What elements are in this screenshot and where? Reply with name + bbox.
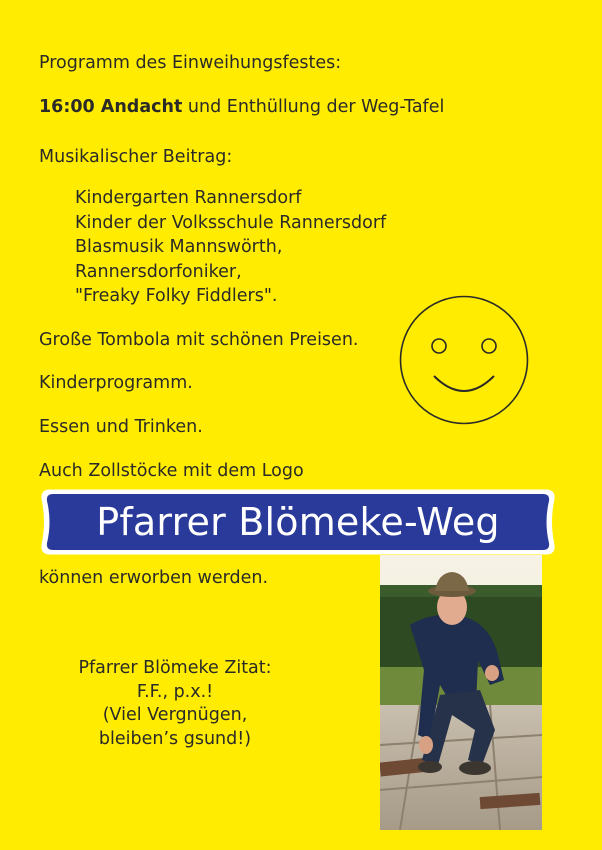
street-sign	[40, 489, 556, 555]
logo-intro-text: Auch Zollstöcke mit dem Logo	[39, 461, 304, 481]
music-item: "Freaky Folky Fiddlers".	[75, 286, 278, 306]
music-item: Kinder der Volksschule Rannersdorf	[75, 212, 387, 233]
program-heading: Programm des Einweihungsfestes:	[39, 53, 342, 73]
quote-line: bleiben’s gsund!)	[98, 728, 252, 749]
food-text: Essen und Trinken.	[39, 417, 203, 437]
time-line	[39, 96, 444, 118]
music-item: Rannersdorfoniker,	[75, 261, 242, 282]
smiley-face-icon	[398, 294, 530, 426]
purchase-text: können erworben werden.	[39, 568, 269, 588]
quote-block	[60, 657, 290, 751]
music-item: Blasmusik Mannswörth,	[75, 237, 283, 257]
quote-heading: Pfarrer Blömeke Zitat:	[78, 658, 272, 678]
kids-text: Kinderprogramm.	[39, 373, 193, 393]
time-line-bold: 16:00 Andacht	[39, 97, 183, 117]
street-sign-text: Pfarrer Blömeke-Weg	[96, 500, 500, 544]
tombola-text: Große Tombola mit schönen Preisen.	[39, 330, 359, 350]
music-heading: Musikalischer Beitrag:	[39, 147, 233, 167]
time-line-rest: und Enthüllung der Weg-Tafel	[182, 97, 445, 117]
priest-photo	[380, 555, 542, 830]
music-item: Kindergarten Rannersdorf	[75, 188, 302, 208]
music-list	[75, 186, 386, 309]
priest-photo-image	[380, 555, 542, 830]
quote-line: F.F., p.x.!	[136, 681, 214, 702]
quote-line: (Viel Vergnügen,	[102, 705, 248, 725]
